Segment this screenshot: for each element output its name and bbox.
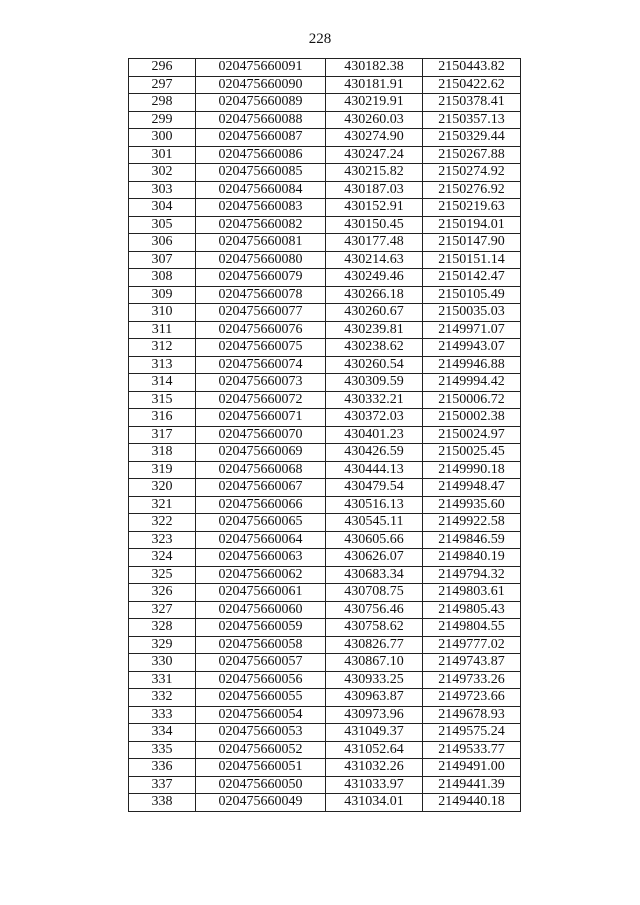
table-row (129, 759, 521, 777)
y-coordinate-cell: 2150035.03 (423, 304, 521, 322)
x-coordinate-cell: 430274.90 (326, 129, 423, 147)
point-id-cell: 020475660073 (196, 374, 326, 392)
x-coordinate-cell: 430372.03 (326, 409, 423, 427)
table-row (129, 59, 521, 77)
x-coordinate-cell: 430756.46 (326, 601, 423, 619)
x-coordinate-cell: 430181.91 (326, 76, 423, 94)
point-id-cell: 020475660055 (196, 689, 326, 707)
row-number-cell: 336 (129, 759, 196, 777)
y-coordinate-cell: 2149846.59 (423, 531, 521, 549)
y-coordinate-cell: 2149733.26 (423, 671, 521, 689)
y-coordinate-cell: 2149971.07 (423, 321, 521, 339)
x-coordinate-cell: 431052.64 (326, 741, 423, 759)
point-id-cell: 020475660083 (196, 199, 326, 217)
row-number-cell: 316 (129, 409, 196, 427)
row-number-cell: 304 (129, 199, 196, 217)
x-coordinate-cell: 430214.63 (326, 251, 423, 269)
point-id-cell: 020475660081 (196, 234, 326, 252)
table-row (129, 164, 521, 182)
table-row (129, 619, 521, 637)
point-id-cell: 020475660074 (196, 356, 326, 374)
point-id-cell: 020475660078 (196, 286, 326, 304)
table-row (129, 566, 521, 584)
row-number-cell: 338 (129, 794, 196, 812)
row-number-cell: 337 (129, 776, 196, 794)
x-coordinate-cell: 430516.13 (326, 496, 423, 514)
point-id-cell: 020475660080 (196, 251, 326, 269)
point-id-cell: 020475660079 (196, 269, 326, 287)
row-number-cell: 308 (129, 269, 196, 287)
x-coordinate-cell: 430758.62 (326, 619, 423, 637)
row-number-cell: 333 (129, 706, 196, 724)
row-number-cell: 298 (129, 94, 196, 112)
y-coordinate-cell: 2150025.45 (423, 444, 521, 462)
point-id-cell: 020475660058 (196, 636, 326, 654)
table-row (129, 94, 521, 112)
point-id-cell: 020475660077 (196, 304, 326, 322)
row-number-cell: 300 (129, 129, 196, 147)
row-number-cell: 321 (129, 496, 196, 514)
y-coordinate-cell: 2149723.66 (423, 689, 521, 707)
y-coordinate-cell: 2150357.13 (423, 111, 521, 129)
x-coordinate-cell: 430219.91 (326, 94, 423, 112)
row-number-cell: 306 (129, 234, 196, 252)
x-coordinate-cell: 431032.26 (326, 759, 423, 777)
point-id-cell: 020475660049 (196, 794, 326, 812)
point-id-cell: 020475660064 (196, 531, 326, 549)
table-row (129, 146, 521, 164)
point-id-cell: 020475660059 (196, 619, 326, 637)
x-coordinate-cell: 430973.96 (326, 706, 423, 724)
page-number: 228 (308, 31, 332, 47)
table-row (129, 356, 521, 374)
y-coordinate-cell: 2150329.44 (423, 129, 521, 147)
x-coordinate-cell: 430260.03 (326, 111, 423, 129)
row-number-cell: 330 (129, 654, 196, 672)
y-coordinate-cell: 2150274.92 (423, 164, 521, 182)
y-coordinate-cell: 2149946.88 (423, 356, 521, 374)
point-id-cell: 020475660069 (196, 444, 326, 462)
table-row (129, 584, 521, 602)
row-number-cell: 323 (129, 531, 196, 549)
y-coordinate-cell: 2150002.38 (423, 409, 521, 427)
point-id-cell: 020475660085 (196, 164, 326, 182)
point-id-cell: 020475660072 (196, 391, 326, 409)
row-number-cell: 307 (129, 251, 196, 269)
point-id-cell: 020475660086 (196, 146, 326, 164)
x-coordinate-cell: 430249.46 (326, 269, 423, 287)
y-coordinate-cell: 2149743.87 (423, 654, 521, 672)
table-row (129, 181, 521, 199)
x-coordinate-cell: 430444.13 (326, 461, 423, 479)
table-body (129, 59, 521, 812)
table-row (129, 531, 521, 549)
table-row (129, 706, 521, 724)
row-number-cell: 319 (129, 461, 196, 479)
table-row (129, 514, 521, 532)
y-coordinate-cell: 2149990.18 (423, 461, 521, 479)
table-row (129, 601, 521, 619)
x-coordinate-cell: 430826.77 (326, 636, 423, 654)
y-coordinate-cell: 2150378.41 (423, 94, 521, 112)
row-number-cell: 311 (129, 321, 196, 339)
row-number-cell: 324 (129, 549, 196, 567)
point-id-cell: 020475660053 (196, 724, 326, 742)
table-row (129, 111, 521, 129)
x-coordinate-cell: 430247.24 (326, 146, 423, 164)
point-id-cell: 020475660062 (196, 566, 326, 584)
point-id-cell: 020475660066 (196, 496, 326, 514)
y-coordinate-cell: 2149803.61 (423, 584, 521, 602)
x-coordinate-cell: 430260.54 (326, 356, 423, 374)
point-id-cell: 020475660091 (196, 59, 326, 77)
y-coordinate-cell: 2150024.97 (423, 426, 521, 444)
x-coordinate-cell: 430215.82 (326, 164, 423, 182)
row-number-cell: 328 (129, 619, 196, 637)
table-row (129, 444, 521, 462)
point-id-cell: 020475660056 (196, 671, 326, 689)
coordinates-table (128, 58, 521, 812)
x-coordinate-cell: 430605.66 (326, 531, 423, 549)
row-number-cell: 310 (129, 304, 196, 322)
y-coordinate-cell: 2149948.47 (423, 479, 521, 497)
point-id-cell: 020475660061 (196, 584, 326, 602)
x-coordinate-cell: 430708.75 (326, 584, 423, 602)
y-coordinate-cell: 2150006.72 (423, 391, 521, 409)
x-coordinate-cell: 430332.21 (326, 391, 423, 409)
row-number-cell: 325 (129, 566, 196, 584)
row-number-cell: 299 (129, 111, 196, 129)
y-coordinate-cell: 2149440.18 (423, 794, 521, 812)
point-id-cell: 020475660065 (196, 514, 326, 532)
table-row (129, 496, 521, 514)
table-row (129, 636, 521, 654)
point-id-cell: 020475660071 (196, 409, 326, 427)
x-coordinate-cell: 430187.03 (326, 181, 423, 199)
table-row (129, 251, 521, 269)
x-coordinate-cell: 431034.01 (326, 794, 423, 812)
table-row (129, 794, 521, 812)
y-coordinate-cell: 2149922.58 (423, 514, 521, 532)
x-coordinate-cell: 430238.62 (326, 339, 423, 357)
row-number-cell: 309 (129, 286, 196, 304)
y-coordinate-cell: 2150147.90 (423, 234, 521, 252)
point-id-cell: 020475660084 (196, 181, 326, 199)
y-coordinate-cell: 2149840.19 (423, 549, 521, 567)
row-number-cell: 313 (129, 356, 196, 374)
point-id-cell: 020475660050 (196, 776, 326, 794)
point-id-cell: 020475660068 (196, 461, 326, 479)
table-row (129, 776, 521, 794)
point-id-cell: 020475660082 (196, 216, 326, 234)
table-row (129, 654, 521, 672)
point-id-cell: 020475660057 (196, 654, 326, 672)
table-row (129, 339, 521, 357)
y-coordinate-cell: 2150267.88 (423, 146, 521, 164)
y-coordinate-cell: 2149575.24 (423, 724, 521, 742)
table-row (129, 304, 521, 322)
row-number-cell: 301 (129, 146, 196, 164)
table-row (129, 216, 521, 234)
table-row (129, 479, 521, 497)
x-coordinate-cell: 430401.23 (326, 426, 423, 444)
table-row (129, 724, 521, 742)
row-number-cell: 334 (129, 724, 196, 742)
row-number-cell: 322 (129, 514, 196, 532)
table-row (129, 286, 521, 304)
point-id-cell: 020475660063 (196, 549, 326, 567)
point-id-cell: 020475660090 (196, 76, 326, 94)
x-coordinate-cell: 430177.48 (326, 234, 423, 252)
x-coordinate-cell: 430479.54 (326, 479, 423, 497)
point-id-cell: 020475660051 (196, 759, 326, 777)
row-number-cell: 314 (129, 374, 196, 392)
point-id-cell: 020475660054 (196, 706, 326, 724)
row-number-cell: 297 (129, 76, 196, 94)
point-id-cell: 020475660060 (196, 601, 326, 619)
table-row (129, 199, 521, 217)
row-number-cell: 318 (129, 444, 196, 462)
point-id-cell: 020475660067 (196, 479, 326, 497)
table-row (129, 426, 521, 444)
y-coordinate-cell: 2149994.42 (423, 374, 521, 392)
row-number-cell: 303 (129, 181, 196, 199)
y-coordinate-cell: 2150443.82 (423, 59, 521, 77)
y-coordinate-cell: 2149943.07 (423, 339, 521, 357)
table-row (129, 549, 521, 567)
y-coordinate-cell: 2149678.93 (423, 706, 521, 724)
table-row (129, 129, 521, 147)
y-coordinate-cell: 2149794.32 (423, 566, 521, 584)
point-id-cell: 020475660052 (196, 741, 326, 759)
table-row (129, 76, 521, 94)
row-number-cell: 302 (129, 164, 196, 182)
y-coordinate-cell: 2150219.63 (423, 199, 521, 217)
y-coordinate-cell: 2150194.01 (423, 216, 521, 234)
row-number-cell: 335 (129, 741, 196, 759)
y-coordinate-cell: 2149491.00 (423, 759, 521, 777)
x-coordinate-cell: 430239.81 (326, 321, 423, 339)
y-coordinate-cell: 2150142.47 (423, 269, 521, 287)
table-row (129, 234, 521, 252)
y-coordinate-cell: 2149777.02 (423, 636, 521, 654)
x-coordinate-cell: 430260.67 (326, 304, 423, 322)
point-id-cell: 020475660076 (196, 321, 326, 339)
row-number-cell: 329 (129, 636, 196, 654)
x-coordinate-cell: 430182.38 (326, 59, 423, 77)
y-coordinate-cell: 2150422.62 (423, 76, 521, 94)
y-coordinate-cell: 2149533.77 (423, 741, 521, 759)
x-coordinate-cell: 431033.97 (326, 776, 423, 794)
point-id-cell: 020475660089 (196, 94, 326, 112)
x-coordinate-cell: 430963.87 (326, 689, 423, 707)
point-id-cell: 020475660075 (196, 339, 326, 357)
y-coordinate-cell: 2149935.60 (423, 496, 521, 514)
table-row (129, 741, 521, 759)
x-coordinate-cell: 430867.10 (326, 654, 423, 672)
table-row (129, 321, 521, 339)
x-coordinate-cell: 430683.34 (326, 566, 423, 584)
x-coordinate-cell: 430933.25 (326, 671, 423, 689)
row-number-cell: 305 (129, 216, 196, 234)
x-coordinate-cell: 430309.59 (326, 374, 423, 392)
point-id-cell: 020475660087 (196, 129, 326, 147)
y-coordinate-cell: 2149805.43 (423, 601, 521, 619)
x-coordinate-cell: 431049.37 (326, 724, 423, 742)
table-row (129, 391, 521, 409)
x-coordinate-cell: 430150.45 (326, 216, 423, 234)
table-row (129, 671, 521, 689)
x-coordinate-cell: 430266.18 (326, 286, 423, 304)
row-number-cell: 326 (129, 584, 196, 602)
row-number-cell: 315 (129, 391, 196, 409)
table-row (129, 689, 521, 707)
row-number-cell: 327 (129, 601, 196, 619)
row-number-cell: 320 (129, 479, 196, 497)
y-coordinate-cell: 2150151.14 (423, 251, 521, 269)
x-coordinate-cell: 430545.11 (326, 514, 423, 532)
row-number-cell: 296 (129, 59, 196, 77)
x-coordinate-cell: 430152.91 (326, 199, 423, 217)
x-coordinate-cell: 430626.07 (326, 549, 423, 567)
row-number-cell: 331 (129, 671, 196, 689)
table-row (129, 269, 521, 287)
y-coordinate-cell: 2150276.92 (423, 181, 521, 199)
row-number-cell: 317 (129, 426, 196, 444)
point-id-cell: 020475660088 (196, 111, 326, 129)
y-coordinate-cell: 2149441.39 (423, 776, 521, 794)
table-row (129, 461, 521, 479)
table-row (129, 409, 521, 427)
y-coordinate-cell: 2150105.49 (423, 286, 521, 304)
row-number-cell: 312 (129, 339, 196, 357)
y-coordinate-cell: 2149804.55 (423, 619, 521, 637)
table-row (129, 374, 521, 392)
x-coordinate-cell: 430426.59 (326, 444, 423, 462)
row-number-cell: 332 (129, 689, 196, 707)
point-id-cell: 020475660070 (196, 426, 326, 444)
